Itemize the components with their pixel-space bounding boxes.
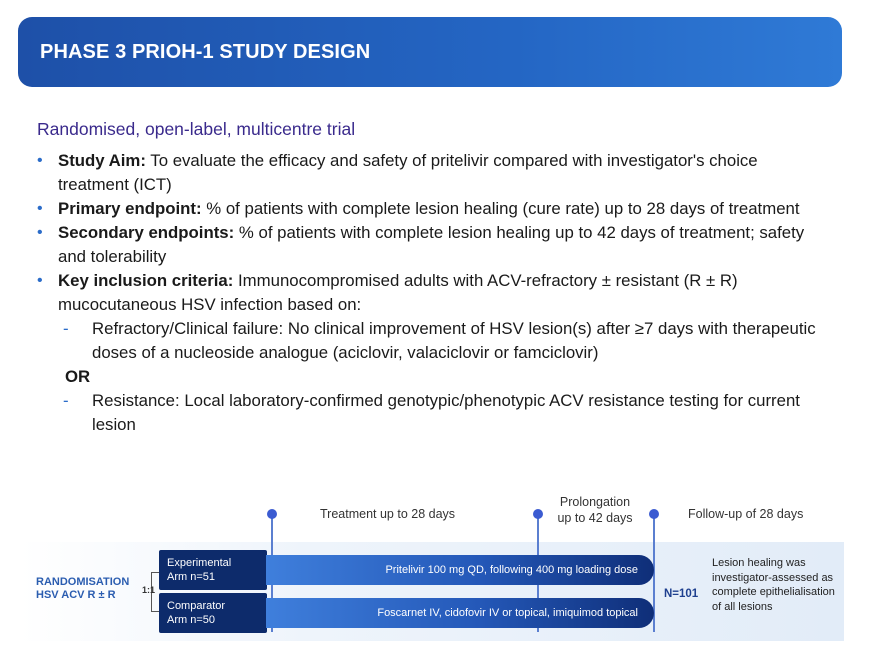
prolongation-line-2: up to 42 days <box>557 511 633 525</box>
bullet-heading: Secondary endpoints: <box>58 223 235 242</box>
timeline-followup-label: Follow-up of 28 days <box>688 507 804 521</box>
sub-bullet-refractory <box>37 317 827 365</box>
dash-icon: - <box>63 391 69 410</box>
bullet-heading: Key inclusion criteria: <box>58 271 234 290</box>
bullet-dot-icon: • <box>37 200 43 217</box>
sub-bullet-resistance <box>37 389 827 437</box>
bullet-text: To evaluate the efficacy and safety of pritelivir compared with investigator's choice treatment (ICT) <box>58 151 758 194</box>
bullet-dot-icon: • <box>37 224 43 241</box>
timeline-marker-dot <box>649 509 659 519</box>
or-label: OR <box>65 367 91 386</box>
bullet-secondary-endpoints <box>37 221 827 269</box>
prolongation-line-1: Prolongation <box>559 495 631 509</box>
page-title: PHASE 3 PRIOH-1 STUDY DESIGN <box>40 41 371 63</box>
timeline-marker-dot <box>533 509 543 519</box>
arm-bar-comparator: Foscarnet IV, cidofovir IV or topical, imiquimod topical <box>266 598 654 628</box>
bullet-study-aim <box>37 149 827 197</box>
randomisation-line-1: RANDOMISATION <box>36 576 130 588</box>
randomisation-label <box>36 576 129 602</box>
bullet-inclusion-criteria <box>37 269 827 317</box>
timeline-treatment-label: Treatment up to 28 days <box>320 507 456 521</box>
bullet-text: % of patients with complete lesion healing (cure rate) up to 28 days of treatment <box>201 199 800 218</box>
trial-subtitle: Randomised, open-label, multicentre trial <box>37 119 356 139</box>
bullet-primary-endpoint <box>37 197 827 221</box>
sub-bullet-text: Resistance: Local laboratory-confirmed genotypic/phenotypic ACV resistance testing for current lesion <box>92 391 800 434</box>
bullet-list <box>37 149 827 437</box>
bullet-dot-icon: • <box>37 272 43 289</box>
bullet-text: Immunocompromised adults with ACV-refractory ± resistant (R ± R) mucocutaneous HSV infection based on: <box>58 271 738 314</box>
timeline-prolongation-label <box>550 494 640 526</box>
study-design-diagram <box>20 492 860 642</box>
arm-n: Arm n=51 <box>167 571 215 583</box>
sub-bullet-text: Refractory/Clinical failure: No clinical improvement of HSV lesion(s) after ≥7 days with therapeutic doses of a nucleoside analogue (aciclovir, valaciclovir or famciclovir) <box>92 319 816 362</box>
dash-icon: - <box>63 319 69 338</box>
arm-bar-experimental: Pritelivir 100 mg QD, following 400 mg loading dose <box>266 555 654 585</box>
bullet-heading: Study Aim: <box>58 151 146 170</box>
arm-box-experimental <box>159 550 267 590</box>
bullet-heading: Primary endpoint: <box>58 199 202 218</box>
bullet-text: % of patients with complete lesion healing up to 42 days of treatment; safety and tolerability <box>58 223 805 266</box>
title-banner <box>18 17 842 87</box>
randomisation-ratio: 1:1 <box>142 585 156 595</box>
arm-n: Arm n=50 <box>167 614 215 626</box>
total-n-label: N=101 <box>664 588 699 600</box>
arm-box-comparator <box>159 593 267 633</box>
bullet-dot-icon: • <box>37 152 43 169</box>
arm-name: Experimental <box>167 557 232 569</box>
arm-name: Comparator <box>167 600 226 612</box>
followup-note: Lesion healing was investigator-assessed as complete epithelialisation of all lesions <box>712 557 835 613</box>
timeline-marker-dot <box>267 509 277 519</box>
randomisation-line-2: HSV ACV R ± R <box>36 589 116 601</box>
